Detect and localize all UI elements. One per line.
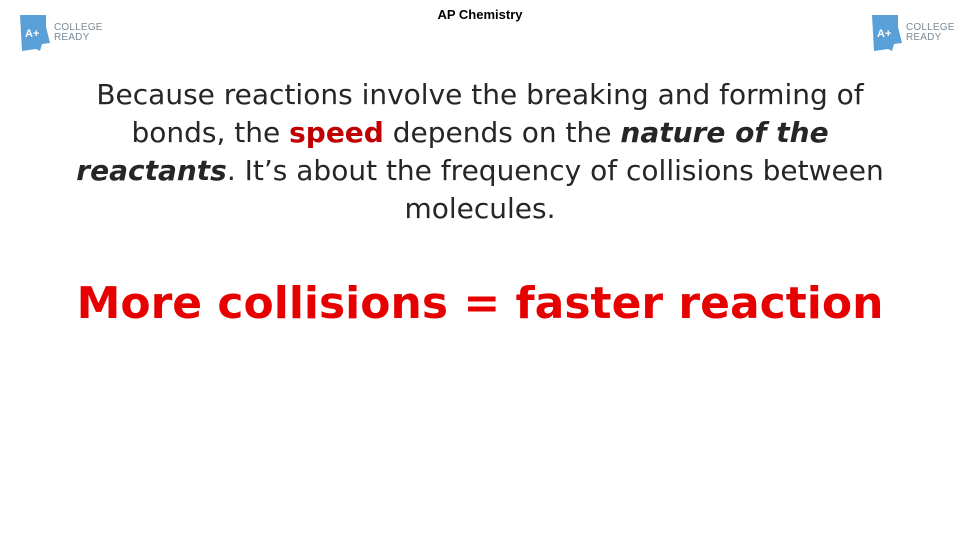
body-text-part-2: depends on the [383, 116, 621, 149]
a-plus-badge-icon [868, 13, 904, 53]
body-paragraph [70, 76, 890, 228]
page-title: AP Chemistry [437, 7, 523, 22]
svg-text:A+: A+ [877, 28, 892, 40]
logo-line-1: COLLEGE [906, 22, 955, 33]
logo-text [54, 23, 103, 43]
logo-text [906, 23, 955, 43]
college-ready-logo-right [868, 12, 956, 54]
svg-text:A+: A+ [25, 28, 40, 40]
body-text-part-1: Because reactions involve the breaking and forming of bonds, the [96, 78, 864, 149]
headline-statement: More collisions = faster reaction [76, 278, 884, 329]
logo-line-1: COLLEGE [54, 22, 103, 33]
nature-of-reactants-emphasis: nature of the reactants [76, 116, 829, 187]
speed-keyword: speed [289, 116, 384, 149]
body-text-part-3: . It’s about the frequency of collisions between molecules. [226, 154, 884, 225]
logo-line-2: READY [54, 32, 90, 43]
logo-line-2: READY [906, 32, 942, 43]
